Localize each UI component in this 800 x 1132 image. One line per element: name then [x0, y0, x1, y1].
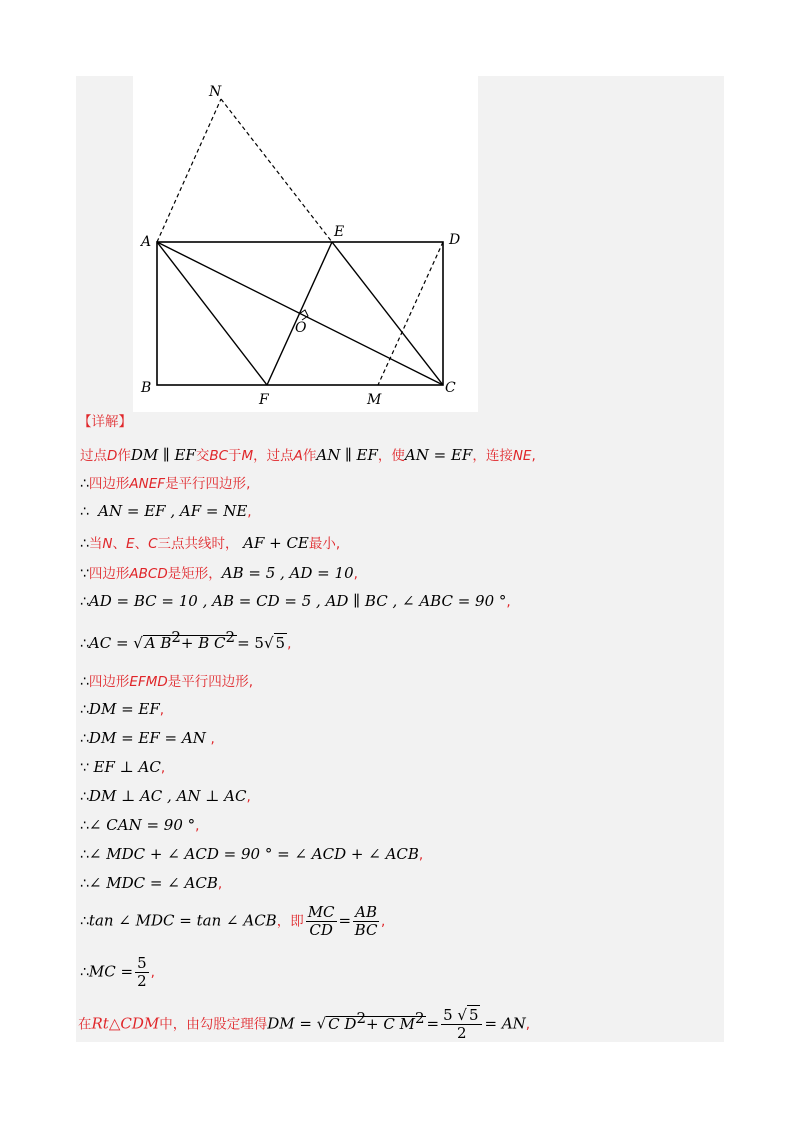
solution-line-10: ∴DM = EF = AN , — [80, 729, 215, 747]
solution-line-13: ∴∠ CAN = 90 °, — [80, 816, 200, 834]
section-heading: 【详解】 — [78, 414, 132, 430]
solution-line-9: ∴DM = EF, — [80, 700, 165, 718]
solution-line-4: ∴当N、E、C三点共线时， AF + CE最小, — [80, 534, 341, 552]
solution-line-15: ∴∠ MDC = ∠ ACB, — [80, 874, 223, 892]
solution-line-3: ∴ AN = EF , AF = NE, — [80, 502, 252, 520]
solution-line-8: ∴四边形EFMD是平行四边形, — [80, 674, 254, 690]
geometry-figure — [133, 76, 478, 412]
solution-line-17: ∴MC = $\frac{5}{2}$ , — [80, 954, 155, 990]
label-n: N — [209, 84, 222, 100]
solution-line-18: 在Rt△CDM中，由勾股定理得DM = √ C $D^2+ C$ $M^2$ = $\frac{5 √ 5}{2}$ = AN, — [78, 1006, 531, 1042]
solution-line-2: ∴四边形ANEF是平行四边形, — [80, 476, 251, 492]
solution-line-16: ∴tan ∠ MDC = tan ∠ ACB，即 $\frac{MC}{CD}$ = $\frac{AB}{BC}$ , — [80, 903, 386, 939]
label-o: O — [295, 320, 307, 336]
label-b: B — [141, 380, 152, 396]
segment-ne-dashed — [221, 99, 332, 242]
segment-af — [157, 242, 267, 385]
label-e: E — [334, 224, 345, 240]
solution-line-14: ∴∠ MDC + ∠ ACD = 90 ° = ∠ ACD + ∠ ACB, — [80, 845, 424, 863]
label-a: A — [141, 234, 152, 250]
geometry-diagram — [133, 76, 478, 412]
solution-line-11: ∵ EF ⊥ AC, — [80, 758, 166, 776]
segment-an-dashed — [157, 99, 221, 242]
solution-line-6: ∴AD = BC = 10 , AB = CD = 5 , AD ∥ BC , ∠ ABC = 90 °, — [80, 592, 511, 610]
solution-line-7: ∴AC = √ A $B^2+ B$ $C^2 = 5√$ 5 , — [80, 628, 292, 652]
label-c: C — [445, 380, 456, 396]
solution-line-5: ∵四边形ABCD是矩形，AB = 5 , AD = 10, — [80, 564, 358, 582]
label-f: F — [259, 392, 269, 408]
label-m: M — [367, 392, 382, 408]
solution-line-1: 过点D作DM ∥ EF交BC于M，过点A作AN ∥ EF，使AN = EF，连接NE, — [80, 446, 536, 464]
label-d: D — [449, 232, 461, 248]
solution-line-12: ∴DM ⊥ AC , AN ⊥ AC, — [80, 787, 251, 805]
